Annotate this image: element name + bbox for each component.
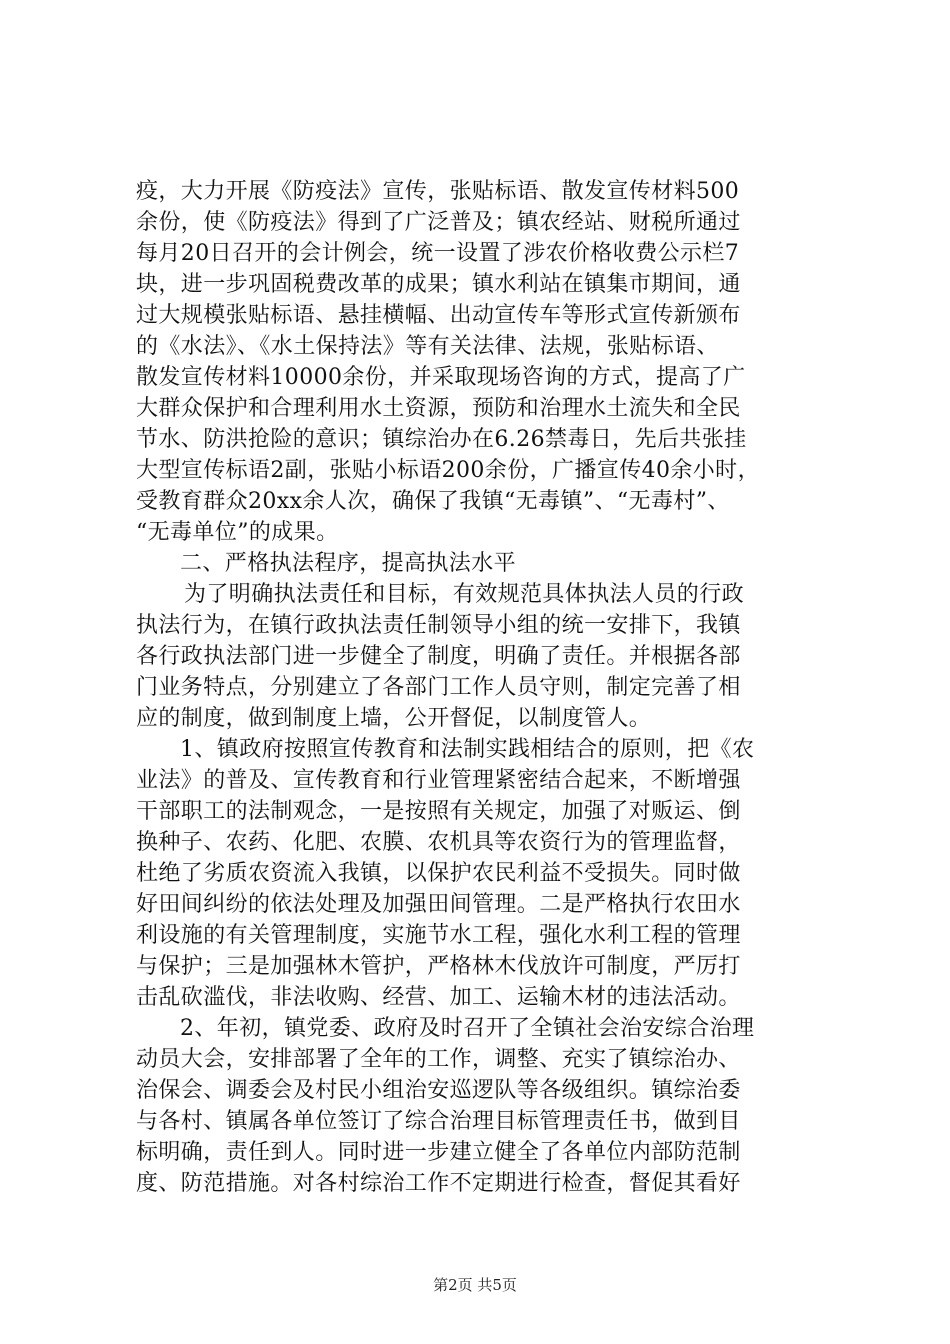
text-line: 换种子、农药、化肥、农膜、农机具等农资行为的管理监督， <box>136 830 741 855</box>
text-line: 疫，大力开展《防疫法》宣传，张贴标语、散发宣传材料500 <box>136 179 740 204</box>
text-line: 大群众保护和合理利用水土资源，预防和治理水土流失和全民 <box>136 396 741 421</box>
text-line: 与保护；三是加强林木管护，严格林木伐放许可制度，严厉打 <box>136 954 741 979</box>
text-line: 动员大会，安排部署了全年的工作，调整、充实了镇综治办、 <box>136 1047 741 1072</box>
text-line: 各行政执法部门进一步健全了制度，明确了责任。并根据各部 <box>136 644 741 669</box>
text-line: 杜绝了劣质农资流入我镇，以保护农民利益不受损失。同时做 <box>136 861 741 886</box>
text-line: 过大规模张贴标语、悬挂横幅、出动宣传车等形式宣传新颁布 <box>136 303 741 328</box>
text-line: 治保会、调委会及村民小组治安巡逻队等各级组织。镇综治委 <box>136 1078 741 1103</box>
text-line: 好田间纠纷的依法处理及加强田间管理。二是严格执行农田水 <box>136 892 741 917</box>
text-line: 业法》的普及、宣传教育和行业管理紧密结合起来，不断增强 <box>136 768 741 793</box>
text-line: 标明确，责任到人。同时进一步建立健全了各单位内部防范制 <box>136 1140 741 1165</box>
text-line: 执法行为，在镇行政执法责任制领导小组的统一安排下，我镇 <box>136 613 741 638</box>
text-line: 利设施的有关管理制度，实施节水工程，强化水利工程的管理 <box>136 923 741 948</box>
text-line: 为了明确执法责任和目标，有效规范具体执法人员的行政 <box>184 582 745 607</box>
text-line: 应的制度，做到制度上墙，公开督促，以制度管人。 <box>136 706 652 731</box>
text-line: 块，进一步巩固税费改革的成果；镇水利站在镇集市期间，通 <box>136 272 741 297</box>
text-line: 散发宣传材料10000余份，并采取现场咨询的方式，提高了广 <box>136 365 746 390</box>
text-line: 门业务特点，分别建立了各部门工作人员守则，制定完善了相 <box>136 675 741 700</box>
text-line: 与各村、镇属各单位签订了综合治理目标管理责任书，做到目 <box>136 1109 741 1134</box>
text-line: 每月20日召开的会计例会，统一设置了涉农价格收费公示栏7 <box>136 241 740 266</box>
text-line: 受教育群众20xx余人次，确保了我镇“无毒镇”、“无毒村”、 <box>136 489 730 514</box>
section-heading: 二、严格执法程序，提高执法水平 <box>180 551 517 576</box>
text-line: 度、防范措施。对各村综治工作不定期进行检查，督促其看好 <box>136 1171 741 1196</box>
text-line: 的《水法》、《水土保持法》等有关法律、法规，张贴标语、 <box>136 334 719 359</box>
text-line: 余份，使《防疫法》得到了广泛普及；镇农经站、财税所通过 <box>136 210 741 235</box>
text-line: 节水、防洪抢险的意识；镇综治办在6.26禁毒日，先后共张挂 <box>136 427 747 452</box>
text-line: 干部职工的法制观念，一是按照有关规定，加强了对贩运、倒 <box>136 799 741 824</box>
text-line: 1、镇政府按照宣传教育和法制实践相结合的原则，把《农 <box>180 737 755 762</box>
text-line: “无毒单位”的成果。 <box>136 520 339 545</box>
text-line: 击乱砍滥伐，非法收购、经营、加工、运输木材的违法活动。 <box>136 985 741 1010</box>
page-number: 第2页 共5页 <box>433 1276 517 1294</box>
text-line: 大型宣传标语2副，张贴小标语200余份，广播宣传40余小时， <box>136 458 760 483</box>
text-line: 2、年初，镇党委、政府及时召开了全镇社会治安综合治理 <box>180 1016 755 1041</box>
